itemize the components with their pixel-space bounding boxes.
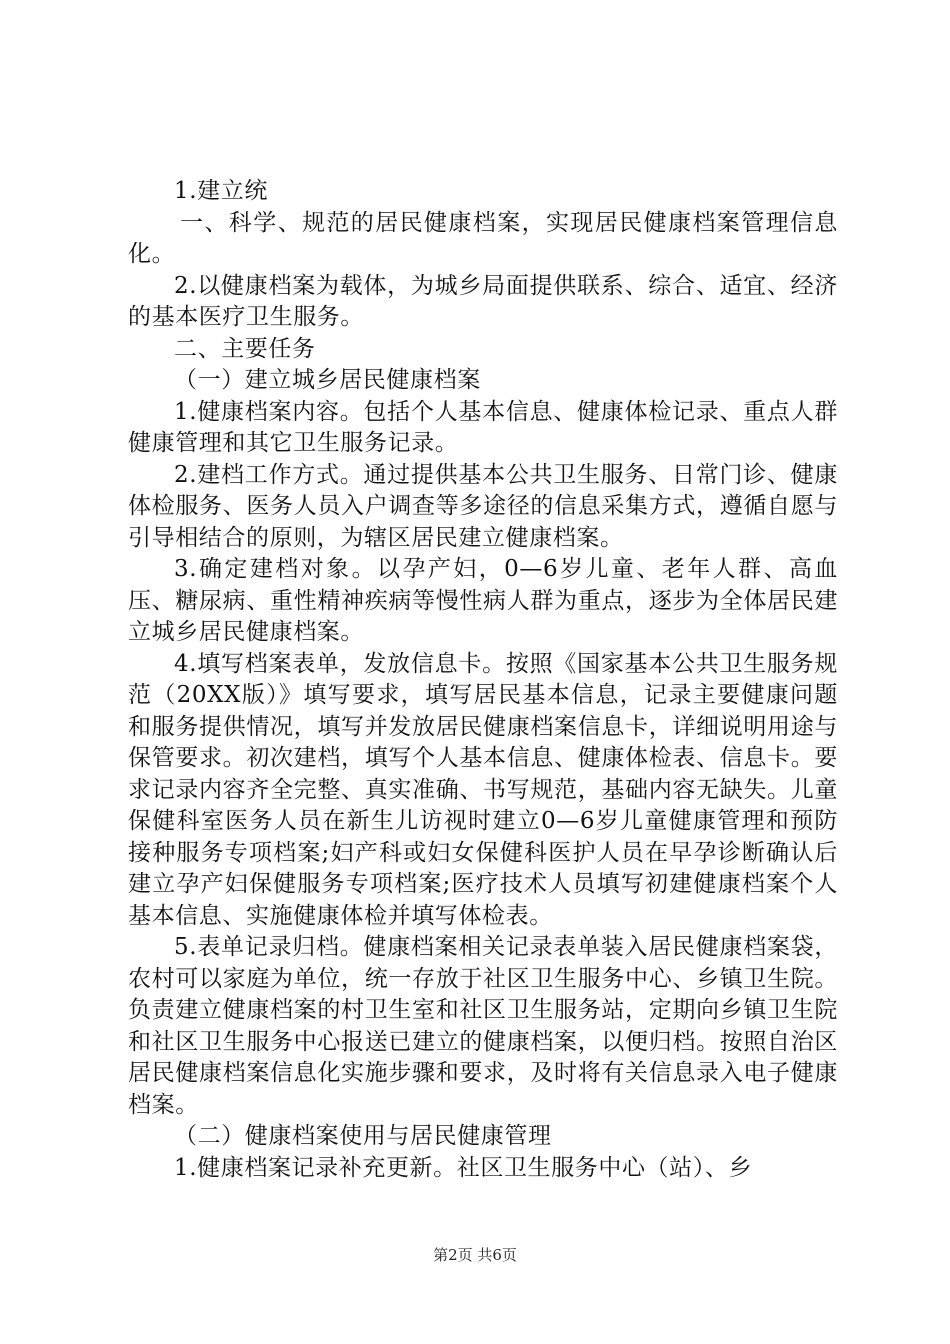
document-body xyxy=(128,176,838,1184)
page-footer: 第2页 共6页 xyxy=(433,1246,517,1264)
paragraph-archive-records: 5.表单记录归档。健康档案相关记录表单装入居民健康档案袋，农村可以家庭为单位，统一存放于社区卫生服务中心、乡镇卫生院。负责建立健康档案的村卫生室和社区卫生服务站，定期向乡镇卫生院和社区卫生服务中心报送已建立的健康档案，以便归档。按照自治区居民健康档案信息化实施步骤和要求，及时将有关信息录入电子健康档案。 xyxy=(128,934,838,1118)
paragraph-1: 1.建立统 xyxy=(174,178,268,204)
paragraph-fill-forms: 4.填写档案表单，发放信息卡。按照《国家基本公共卫生服务规范（20XX版）》填写要求，填写居民基本信息，记录主要健康问题和服务提供情况，填写并发放居民健康档案信息卡，详细说明用途与保管要求。初次建档，填写个人基本信息、健康体检表、信息卡。要求记录内容齐全完整、真实准确、书写规范，基础内容无缺失。儿童保健科室医务人员在新生儿访视时建立0—6岁儿童健康管理和预防接种服务专项档案;妇产科或妇女保健科医护人员在早孕诊断确认后建立孕产妇保健服务专项档案;医疗技术人员填写初建健康档案个人基本信息、实施健康体检并填写体检表。 xyxy=(128,650,838,929)
paragraph-3: 2.以健康档案为载体，为城乡局面提供联系、综合、适宜、经济的基本医疗卫生服务。 xyxy=(128,272,838,330)
paragraph-filing-targets: 3.确定建档对象。以孕产妇，0—6岁儿童、老年人群、高血压、糖尿病、重性精神疾病等慢性病人群为重点，逐步为全体居民建立城乡居民健康档案。 xyxy=(128,556,838,645)
paragraph-2: 一、科学、规范的居民健康档案，实现居民健康档案管理信息化。 xyxy=(128,209,838,267)
subsection-heading-2: （二）健康档案使用与居民健康管理 xyxy=(174,1123,552,1149)
paragraph-filing-method: 2.建档工作方式。通过提供基本公共卫生服务、日常门诊、健康体检服务、医务人员入户调查等多途径的信息采集方式，遵循自愿与引导相结合的原则，为辖区居民建立健康档案。 xyxy=(128,461,838,551)
paragraph-record-update: 1.健康档案记录补充更新。社区卫生服务中心（站）、乡 xyxy=(174,1154,753,1181)
section-heading-main-tasks: 二、主要任务 xyxy=(174,335,316,362)
paragraph-health-record-content: 1.健康档案内容。包括个人基本信息、健康体检记录、重点人群健康管理和其它卫生服务记录。 xyxy=(128,398,838,456)
subsection-heading-1: （一）建立城乡居民健康档案 xyxy=(174,367,481,393)
